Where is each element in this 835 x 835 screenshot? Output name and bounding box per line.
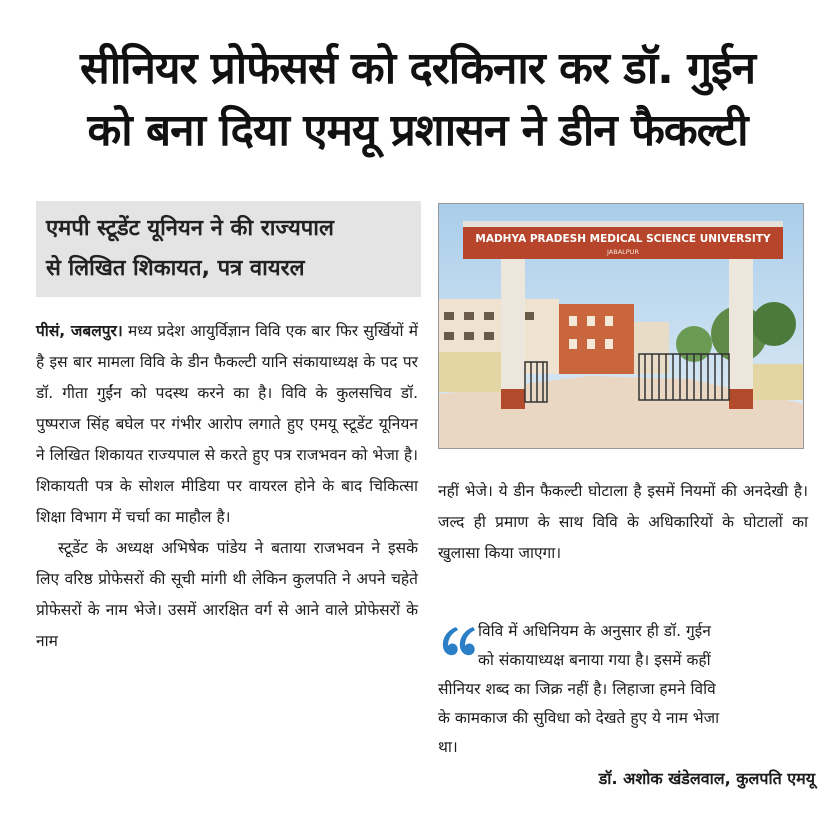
dateline: पीसं, जबलपुर।: [36, 322, 123, 340]
quote-line-1: विवि में अधिनियम के अनुसार ही डॉ. गुईन: [478, 622, 711, 640]
article-paragraph-2: स्टूडेंट के अध्यक्ष अभिषेक पांडेय ने बताया राजभवन ने इसके लिए वरिष्ठ प्रोफेसरों की सूची मांगी थी लेकिन कुलपति ने अपने चहेते प्रोफेसरों के नाम भेजे। उसमें आरक्षित वर्ग से आने वाले प्रोफेसरों के नाम: [36, 539, 418, 650]
gate-illustration: [439, 204, 804, 449]
subheadline-line-1: एमपी स्टूडेंट यूनियन ने की राज्यपाल: [46, 216, 334, 241]
headline-line-1: सीनियर प्रोफेसर्स को दरकिनार कर डॉ. गुईन: [79, 43, 755, 94]
gate-pillar-right: [729, 249, 753, 399]
boundary-wall: [439, 352, 504, 392]
headline: [10, 38, 825, 162]
paragraph-1-text: मध्य प्रदेश आयुर्विज्ञान विवि एक बार फिर सुर्खियों में है इस बार मामला विवि के डीन फैकल्टी यानि संकायाध्यक्ष के पद पर डॉ. गीता गुईंन को पदस्थ करने का है। विवि के कुलसचिव डॉ. पुष्पराज सिंह बघेल पर गंभीर आरोप लगाते हुए एमयू स्टूडेंट यूनियन ने लिखित शिकायत राज्यपाल से करते हुए पत्र राजभवन को भेजा है। शिकायती पत्र के सोशल मीडिया पर वायरल होने के बाद चिकित्सा शिक्षा विभाग में चर्चा का माहौल है।: [36, 322, 418, 526]
quote-line-2: को संकायाध्यक्ष बनाया गया है। इसमें कहीं: [478, 651, 711, 669]
arch-subtext: JABALPUR: [607, 248, 639, 256]
subheadline-box: [36, 201, 421, 297]
article-column-right: [438, 476, 808, 569]
quote-line-4: के कामकाज की सुविधा को देखते हुए ये नाम भेजा: [438, 709, 720, 727]
headline-line-2: को बना दिया एमयू प्रशासन ने डीन फैकल्टी: [87, 105, 748, 156]
article-paragraph-3: नहीं भेजे। ये डीन फैकल्टी घोटाला है इसमें नियमों की अनदेखी है। जल्द ही प्रमाण के साथ विवि के अधिकारियों के घोटालों का खुलासा किया जाएगा।: [438, 482, 808, 562]
university-gate-photo: [438, 203, 804, 449]
quote-line-5: था।: [438, 738, 458, 756]
quote-mark-icon: [440, 621, 476, 661]
article-paragraph-1: [36, 316, 418, 533]
quote-line-3: सीनियर शब्द का जिक्र नहीं है। लिहाजा हमने विवि: [438, 680, 716, 698]
vc-quote: [438, 617, 813, 762]
arch-text: MADHYA PRADESH MEDICAL SCIENCE UNIVERSITY: [475, 233, 771, 245]
subheadline-line-2: से लिखित शिकायत, पत्र वायरल: [46, 256, 305, 281]
gate-pillar-left: [501, 249, 525, 399]
article-column-left: [36, 316, 418, 657]
quote-attribution: डॉ. अशोक खंडेलवाल, कुलपति एमयू: [598, 769, 815, 788]
